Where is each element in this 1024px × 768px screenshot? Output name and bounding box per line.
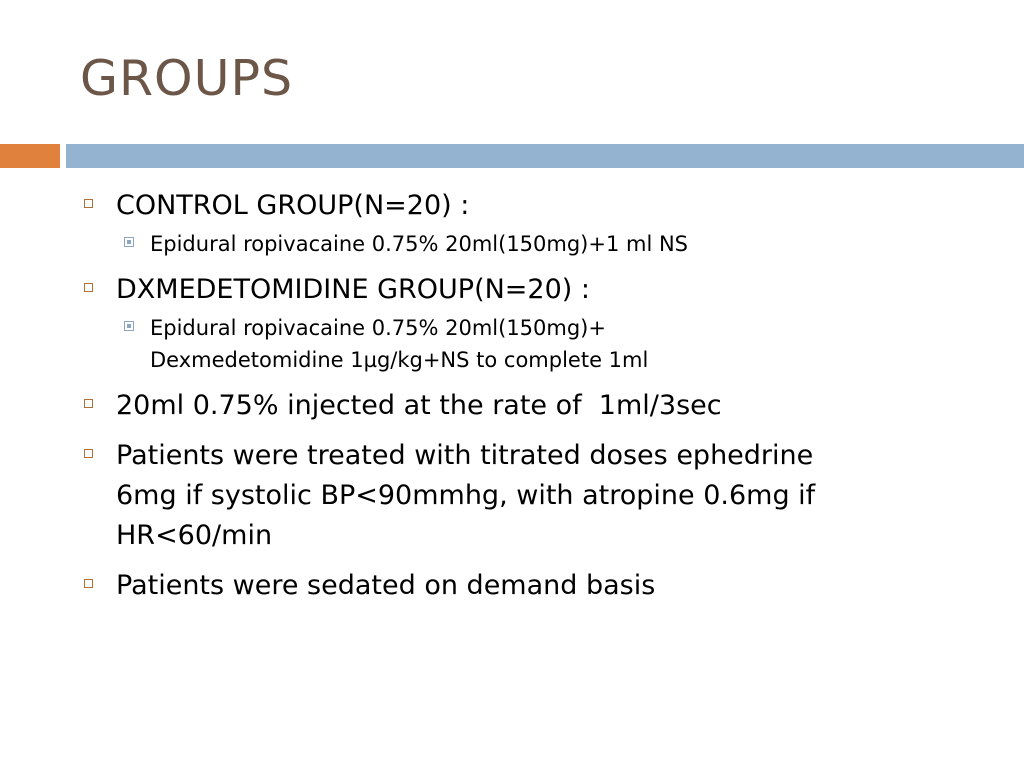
- filled-square-bullet-icon: [124, 321, 134, 331]
- sub-bullet-dexmedetomidine-dose: [116, 312, 944, 376]
- square-bullet-icon: [84, 579, 93, 588]
- bullet-text: CONTROL GROUP(N=20) :: [116, 190, 470, 221]
- slide-title: GROUPS: [80, 50, 294, 107]
- sub-bullet-control-dose: [116, 228, 944, 260]
- bullet-list: [84, 186, 944, 616]
- bullet-text: Patients were sedated on demand basis: [116, 570, 656, 601]
- square-bullet-icon: [84, 283, 93, 292]
- bullet-text-line-2: 6mg if systolic BP<90mmhg, with atropine 0.6mg if: [116, 480, 816, 511]
- accent-bar-orange: [0, 144, 60, 168]
- filled-square-bullet-icon: [124, 237, 134, 247]
- sub-bullet-text-line-1: Epidural ropivacaine 0.75% 20ml(150mg)+: [150, 316, 606, 340]
- bullet-treatment: [84, 436, 944, 556]
- square-bullet-icon: [84, 449, 93, 458]
- bullet-text: DXMEDETOMIDINE GROUP(N=20) :: [116, 274, 590, 305]
- bullet-control-group: [84, 186, 944, 260]
- sub-bullet-list: [116, 228, 944, 260]
- sub-bullet-text-line-2: Dexmedetomidine 1µg/kg+NS to complete 1ml: [150, 348, 649, 372]
- bullet-dexmedetomidine-group: [84, 270, 944, 376]
- bullet-text-line-3: HR<60/min: [116, 520, 273, 551]
- square-bullet-icon: [84, 199, 93, 208]
- sub-bullet-text: Epidural ropivacaine 0.75% 20ml(150mg)+1 ml NS: [150, 232, 689, 256]
- bullet-sedation: [84, 566, 944, 606]
- bullet-injection-rate: [84, 386, 944, 426]
- square-bullet-icon: [84, 399, 93, 408]
- sub-bullet-list: [116, 312, 944, 376]
- bullet-text: 20ml 0.75% injected at the rate of 1ml/3sec: [116, 390, 722, 421]
- bullet-text-line-1: Patients were treated with titrated doses ephedrine: [116, 440, 814, 471]
- accent-bar-blue: [66, 144, 1024, 168]
